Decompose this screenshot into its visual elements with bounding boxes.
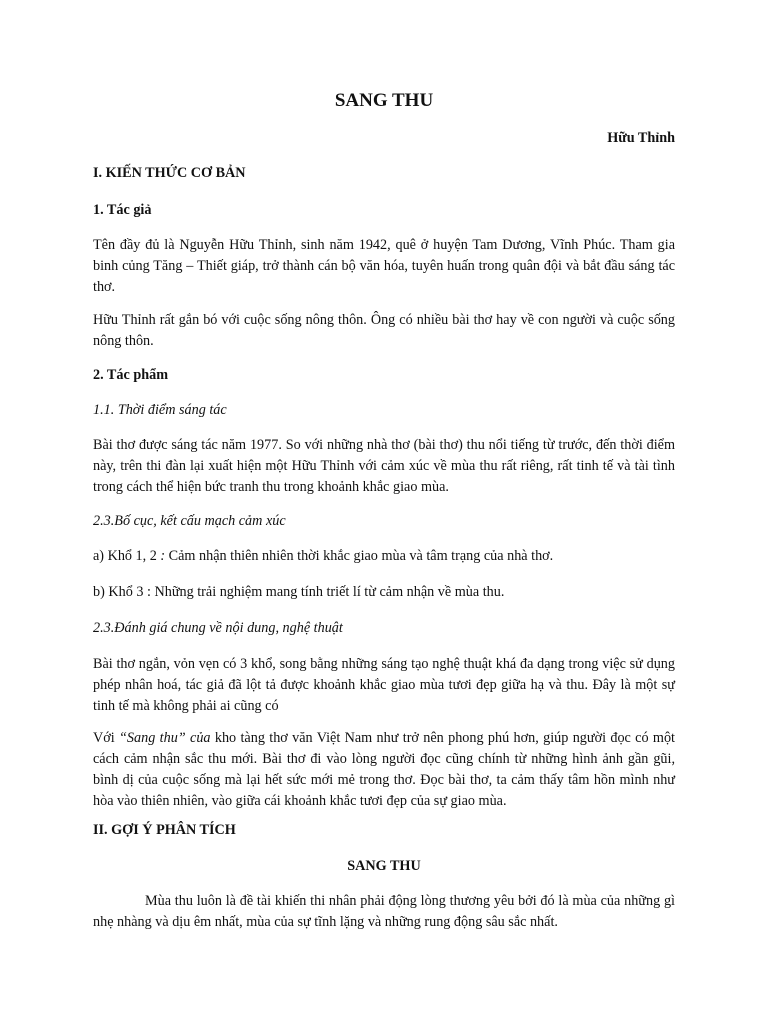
- paragraph-evaluation: Bài thơ ngắn, vỏn vẹn có 3 khổ, song bằng những sáng tạo nghệ thuật khá đa dạng trong việc sử dụng phép nhân hoá, tác giả đã lột tả được khoảnh khắc giao mùa tươi đẹp giữa hạ và thu. Đây là một sự tinh tế mà không phải ai cũng có: [93, 656, 675, 714]
- paragraph-contribution: [93, 728, 675, 812]
- paragraph-structure-b: b) Khổ 3 : Những trải nghiệm mang tính triết lí từ cảm nhận về mùa thu.: [93, 584, 505, 600]
- paragraph-author-life: Hữu Thỉnh rất gắn bó với cuộc sống nông thôn. Ông có nhiều bài thơ hay về con người và cuộc sống nông thôn.: [93, 312, 675, 349]
- paragraph-author-bio: Tên đầy đủ là Nguyễn Hữu Thỉnh, sinh năm 1942, quê ở huyện Tam Dương, Vĩnh Phúc. Tham gia binh củng Tăng – Thiết giáp, trở thành cán bộ văn hóa, tuyên huấn trong quân đội và bắt đầu sáng tác thơ.: [93, 237, 675, 295]
- subsection-heading-time: 1.1. Thời điểm sáng tác: [93, 402, 227, 418]
- section-heading-1: I. KIẾN THỨC CƠ BẢN: [93, 165, 246, 181]
- subsection-heading-author: 1. Tác giả: [93, 202, 152, 218]
- contribution-prefix: Với: [93, 730, 120, 746]
- section-2-title: SANG THU: [347, 858, 421, 874]
- subsection-heading-work: 2. Tác phẩm: [93, 367, 169, 383]
- contribution-text: kho tàng thơ văn Việt Nam như trở nên phong phú hơn, giúp người đọc có một cách cảm nhận sắc thu mới. Bài thơ đi vào lòng người đọc cũng chính từ những hình ảnh gần gũi, bình dị của cuộc sống mà lại hết sức mới mẻ trong thơ. Đọc bài thơ, ta cảm thấy tâm hồn mình như hòa vào thiên nhiên, vào giữa cái khoảnh khắc tươi đẹp của sự giao mùa.: [93, 730, 675, 809]
- paragraph-time: Bài thơ được sáng tác năm 1977. So với những nhà thơ (bài thơ) thu nổi tiếng từ trước, đến thời điểm này, trên thi đàn lại xuất hiện một Hữu Thỉnh với cảm xúc về mùa thu rất riêng, rất tinh tế và tài tình trong cách thể hiện bức tranh thu trong khoảnh khắc giao mùa.: [93, 437, 675, 495]
- paragraph-analysis-intro: Mùa thu luôn là đề tài khiến thi nhân phải động lòng thương yêu bởi đó là mùa của những gì nhẹ nhàng và dịu êm nhất, mùa của sự tĩnh lặng và những rung động sâu sắc nhất.: [93, 893, 675, 930]
- subsection-heading-structure: 2.3.Bố cục, kết cấu mạch cảm xúc: [93, 513, 286, 529]
- structure-a-colon: :: [160, 548, 166, 564]
- subsection-heading-evaluation: 2.3.Đánh giá chung về nội dung, nghệ thuật: [93, 620, 343, 636]
- document-title: SANG THU: [334, 90, 434, 111]
- section-heading-2: II. GỢI Ý PHÂN TÍCH: [93, 822, 236, 838]
- author-name: Hữu Thỉnh: [607, 130, 675, 146]
- paragraph-structure-a: [93, 546, 675, 567]
- structure-a-text: Cảm nhận thiên nhiên thời khắc giao mùa và tâm trạng của nhà thơ.: [165, 548, 554, 564]
- contribution-italic: “Sang thu” của: [119, 730, 211, 746]
- structure-a-prefix: a) Khổ 1, 2: [93, 548, 161, 564]
